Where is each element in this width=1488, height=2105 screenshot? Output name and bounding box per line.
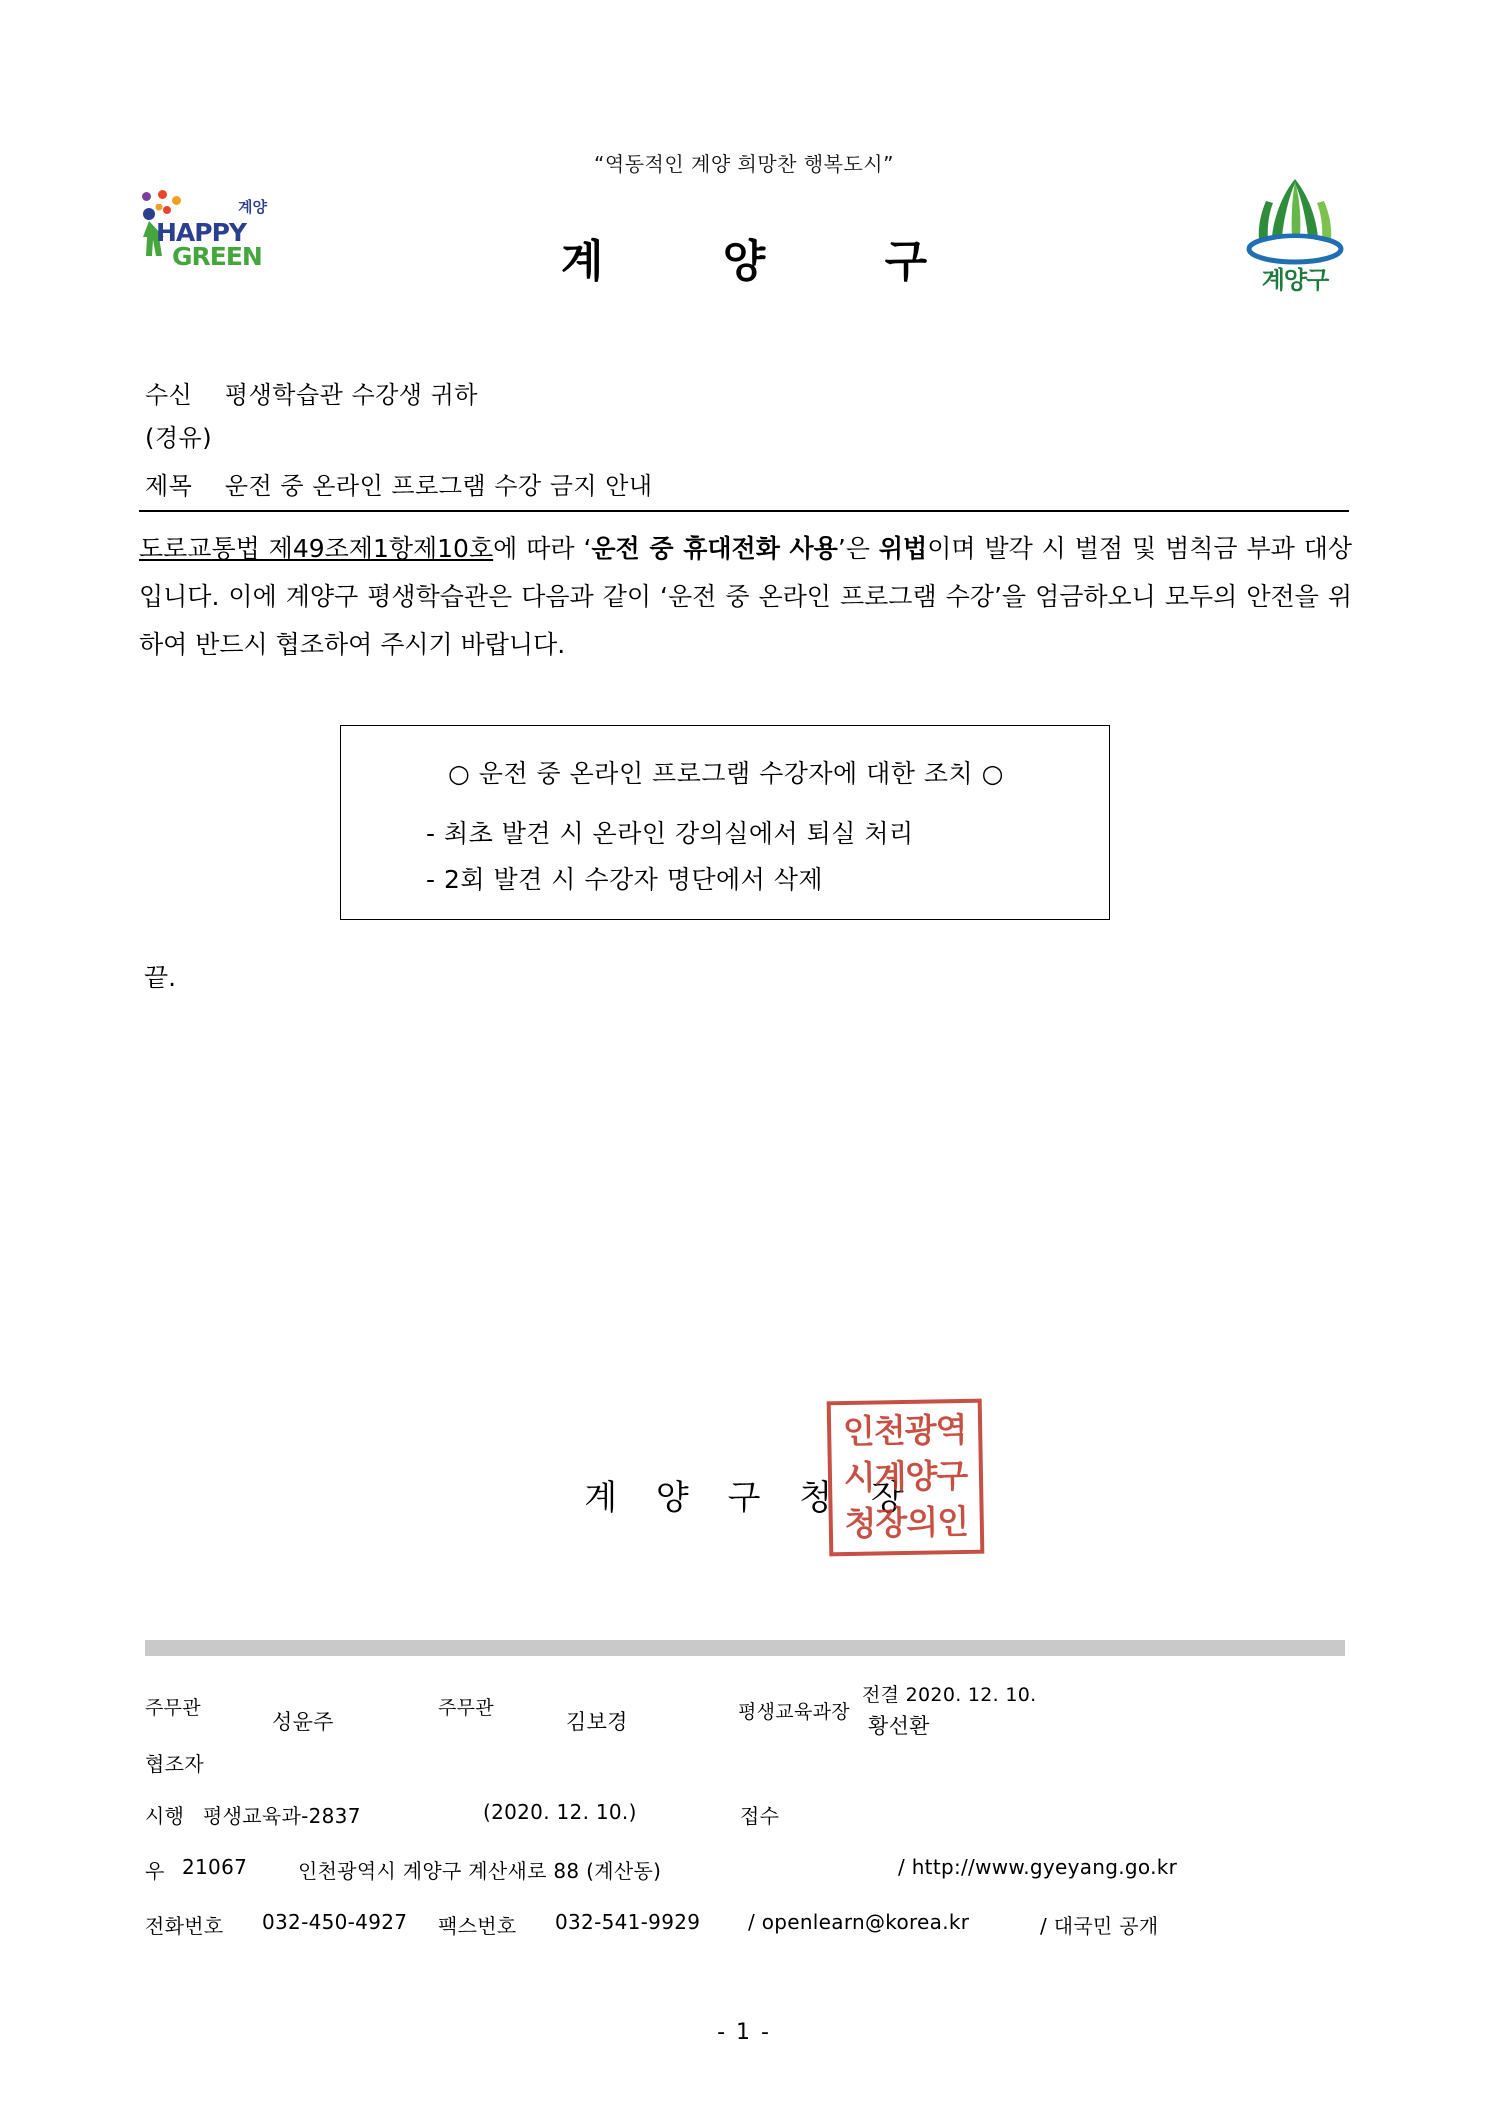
law-reference: 도로교통법 제49조제1항제10호: [139, 534, 494, 563]
phone-value: 032-450-4927: [262, 1910, 408, 1934]
approver-name-1: 성윤주: [272, 1710, 334, 1734]
seal-line-2: 시계양구: [843, 1455, 968, 1498]
approval-note: 전결 2020. 12. 10.: [862, 1684, 1037, 1706]
email-address[interactable]: / openlearn@korea.kr: [748, 1910, 970, 1934]
subject-line: [145, 466, 653, 501]
cooperator-label: 협조자: [145, 1752, 204, 1776]
fax-value: 032-541-9929: [555, 1910, 701, 1934]
via-label: (경유): [145, 424, 213, 452]
body-part2: ’은: [837, 534, 879, 563]
approver-name-3: 황선환: [868, 1714, 930, 1738]
website-url[interactable]: / http://www.gyeyang.go.kr: [898, 1855, 1178, 1879]
approver-role-3: 평생교육과장: [738, 1701, 850, 1723]
notice-title: ○ 운전 중 온라인 프로그램 수강자에 대한 조치 ○: [448, 759, 1004, 788]
logo-happy-text: HAPPY: [156, 218, 247, 247]
enforcement-value: 평생교육과-2837: [203, 1804, 361, 1828]
official-seal: [827, 1399, 985, 1557]
seal-line-3: 청장의인: [844, 1501, 969, 1544]
emblem-label: 계양구: [1261, 266, 1329, 294]
seal-line-1: 인천광역: [842, 1409, 967, 1452]
approver-role-2: 주무관: [438, 1697, 494, 1719]
disclosure-status: / 대국민 공개: [1040, 1914, 1159, 1938]
receipt-label: 접수: [740, 1804, 780, 1828]
body-emphasis-1: 운전 중 휴대전화 사용: [591, 534, 838, 563]
recipient-value: 평생학습관 수강생 귀하: [224, 381, 478, 409]
notice-item-1: - 최초 발견 시 온라인 강의실에서 퇴실 처리: [426, 819, 914, 848]
logo-green-text: GREEN: [172, 242, 262, 271]
signature-line: 계 양 구 청 장: [584, 1478, 918, 1518]
notice-item-2: - 2회 발견 시 수강자 명단에서 삭제: [426, 865, 824, 894]
approver-role-1: 주무관: [145, 1697, 201, 1719]
subject-value: 운전 중 온라인 프로그램 수강 금지 안내: [224, 472, 653, 500]
body-part3: 이며 발각 시 벌점 및 범칙금 부과 대상입니다. 이에 계양구 평생학습관은 다음과 같이 ‘운전 중 온라인 프로그램 수강’을 엄금하오니 모두의 안전을 위하여 반드시 협조하여 주시기 바랍니다.: [139, 534, 1353, 659]
zip-value: 21067: [182, 1855, 248, 1879]
page-title: 계 양 구: [560, 236, 980, 287]
body-emphasis-2: 위법: [878, 534, 928, 563]
body-paragraph: [139, 525, 1352, 669]
enforcement-label: 시행: [145, 1804, 185, 1828]
logo-ko-label: 계양: [238, 198, 267, 216]
page-number: - 1 -: [717, 2020, 771, 2045]
subject-label: 제목: [145, 472, 193, 500]
recipient-line: [145, 375, 478, 410]
slogan-text: “역동적인 계양 희망찬 행복도시”: [594, 152, 894, 176]
footer-divider-bar: [145, 1640, 1345, 1656]
header-divider: [139, 510, 1349, 512]
body-part1: 에 따라 ‘: [493, 534, 592, 563]
phone-label: 전화번호: [145, 1914, 224, 1938]
enforcement-date: (2020. 12. 10.): [483, 1800, 637, 1824]
zip-label: 우: [145, 1859, 165, 1883]
end-mark: 끝.: [144, 963, 177, 992]
office-address: 인천광역시 계양구 계산새로 88 (계산동): [298, 1859, 662, 1883]
fax-label: 팩스번호: [438, 1914, 517, 1938]
recipient-label: 수신: [145, 381, 193, 409]
notice-box: [340, 725, 1110, 920]
approver-name-2: 김보경: [566, 1710, 628, 1734]
